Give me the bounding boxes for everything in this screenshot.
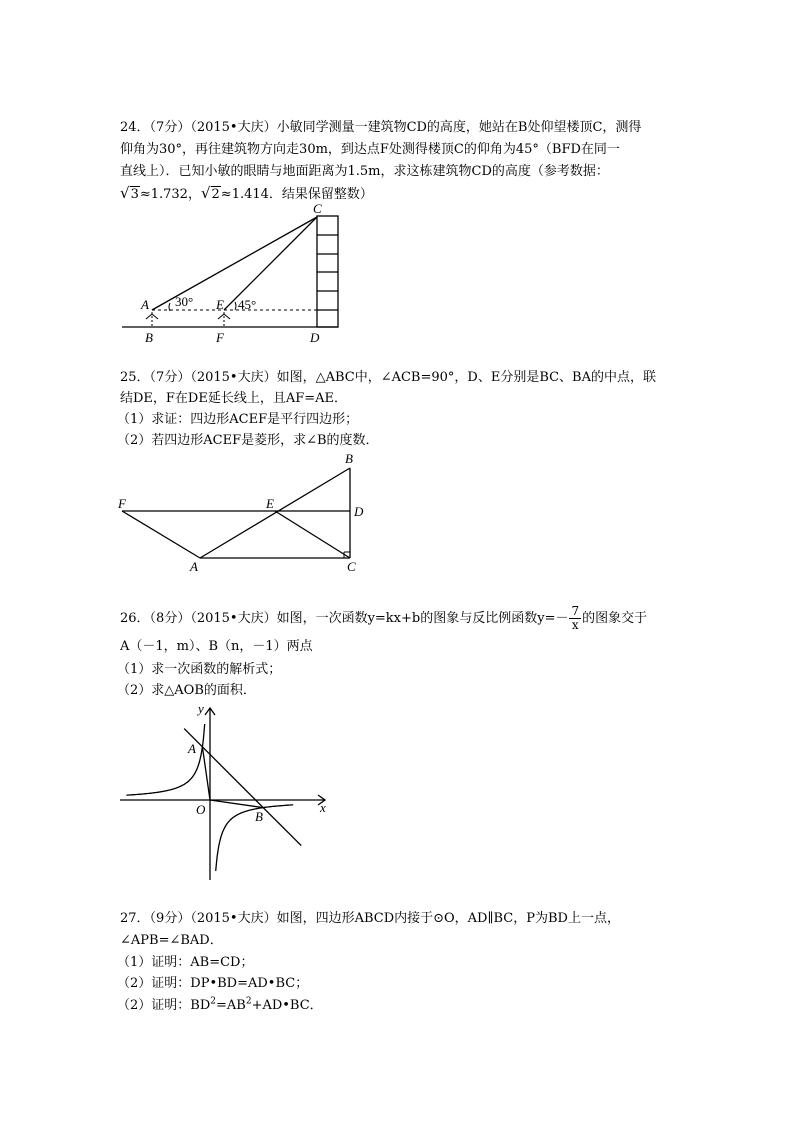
label-F: F — [216, 330, 224, 345]
q26-line-1 — [120, 605, 647, 632]
approx-value: ≈1.732， — [139, 187, 201, 202]
sqrt-3: √3 — [120, 184, 139, 202]
text: +AD•BC． — [251, 998, 323, 1013]
approx-value: ≈1.414．结果保留整数） — [220, 187, 373, 202]
q24-line-3: 直线上）．已知小敏的眼睛与地面距离为1.5m，求这栋建筑物CD的高度（参考数据： — [120, 164, 609, 179]
y-arrow — [205, 708, 215, 715]
label-A: A — [190, 559, 198, 574]
sqrt-2: √2 — [200, 184, 220, 202]
q25-line-2: 结DE，F在DE延长线上，且AF=AE． — [120, 391, 348, 406]
numerator: 7 — [571, 604, 580, 618]
label-B: B — [345, 451, 353, 466]
label-A: A — [188, 741, 196, 756]
q24-line-1: 24．（7分）（2015•大庆）小敏同学测量一建筑物CD的高度，她站在B处仰望楼顶C，测得 — [120, 120, 642, 135]
text: （2）证明：BD — [117, 998, 211, 1013]
building — [317, 216, 338, 327]
label-E: E — [216, 297, 224, 312]
radicand: 2 — [211, 187, 220, 202]
label-B: B — [145, 330, 153, 345]
label-B: B — [255, 809, 263, 824]
q26-stem: 26．（8分）（2015•大庆）如图，一次函数y=kx+b的图象与反比例函数y=－ — [120, 611, 569, 626]
q27-line-5 — [117, 998, 323, 1014]
label-E: E — [266, 496, 274, 511]
hyperbola-branch-upper — [126, 724, 204, 795]
x-arrow — [318, 795, 325, 805]
label-C: C — [347, 559, 356, 574]
q24-line-4 — [120, 185, 373, 203]
label-F: F — [118, 496, 126, 511]
segment-OA — [202, 747, 210, 800]
q26-figure — [120, 708, 325, 880]
label-O: O — [196, 802, 206, 817]
q25-line-4: （2）若四边形ACEF是菱形，求∠B的度数． — [117, 433, 379, 448]
exponent: 2 — [245, 996, 252, 1007]
q27-line-2: ∠APB=∠BAD． — [120, 933, 223, 948]
fraction — [569, 605, 581, 632]
sight-line-45 — [224, 217, 317, 310]
q27-line-4: （2）证明：DP•BD=AD•BC； — [117, 976, 309, 991]
q27-line-3: （1）证明：AB=CD； — [117, 955, 254, 970]
label-D: D — [354, 504, 364, 519]
q25-line-1: 25．（7分）（2015•大庆）如图，△ABC中，∠ACB=90°，D、E分别是BC、BA的中点，联 — [120, 370, 657, 385]
label-y: y — [198, 701, 204, 716]
q25-figure — [122, 468, 350, 558]
denominator: x — [571, 618, 579, 632]
q24-line-2: 仰角为30°，再往建筑物方向走30m，到达点F处测得楼顶C的仰角为45°（BFD在同一 — [120, 142, 620, 157]
text: =AB — [215, 998, 246, 1013]
q26-stem-end: 的图象交于 — [582, 611, 648, 626]
label-A: A — [141, 297, 149, 312]
linear-function-line — [184, 729, 301, 846]
q25-line-3: （1）求证：四边形ACEF是平行四边形； — [117, 412, 359, 427]
sight-line-30 — [152, 217, 317, 310]
q26-line-2: A（－1，m）、B（n，－1）两点 — [120, 639, 313, 654]
q27-line-1: 27．（9分）（2015•大庆）如图，四边形ABCD内接于⊙O，AD∥BC，P为BD上一点， — [120, 911, 620, 926]
label-D: D — [310, 330, 320, 345]
exponent: 2 — [210, 996, 216, 1007]
angle-30: 30° — [175, 294, 194, 309]
label-C: C — [313, 201, 322, 216]
angle-45: 45° — [238, 297, 257, 312]
q26-line-3: （1）求一次函数的解析式； — [117, 662, 282, 677]
radicand: 3 — [130, 187, 139, 202]
segment-OB — [210, 800, 263, 808]
hyperbola-branch-lower — [216, 805, 294, 871]
label-x: x — [320, 800, 326, 815]
q26-line-4: （2）求△AOB的面积． — [117, 683, 256, 698]
